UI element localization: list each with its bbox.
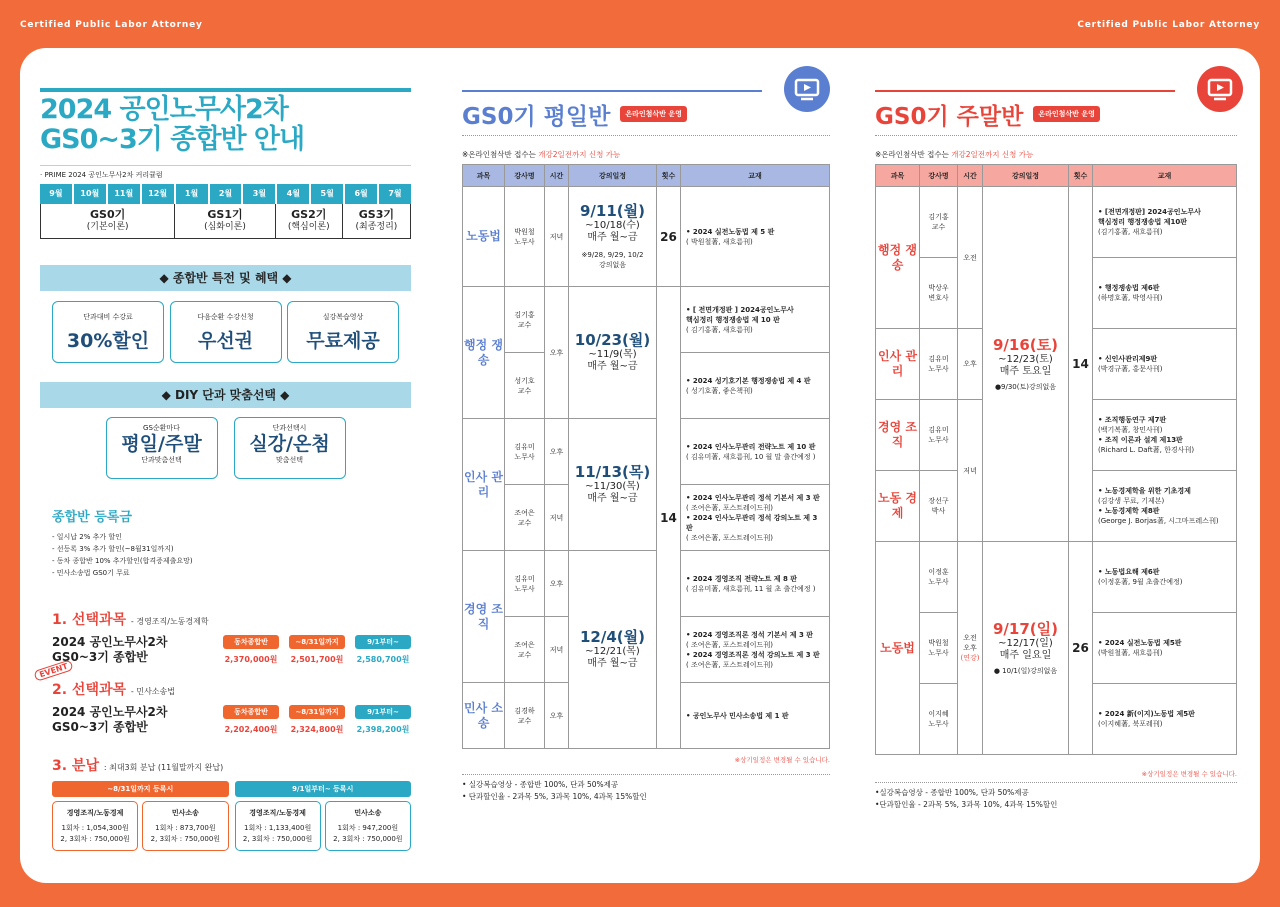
- phase-cell: GS1기 (심화이론): [175, 204, 275, 238]
- book-cell: • 노동법요해 제6판 (이정훈著, 9월 초출간예정): [1093, 542, 1237, 613]
- book-cell: • 행정쟁송법 제6판 (하명호著, 박영사刊): [1093, 258, 1237, 329]
- table-header: 교재: [681, 165, 830, 187]
- phase-row: [40, 204, 411, 239]
- schedule-cell: 11/13(목) ~11/30(목) 매주 월~금: [569, 419, 657, 551]
- subject-cell: 노동법: [463, 187, 505, 287]
- time-cell: 저녁: [545, 485, 569, 551]
- instructor-cell: 이정훈 노무사: [920, 542, 958, 613]
- book-cell: • 조직행동연구 제7판 (백기복著, 창민사刊) • 조직 이론과 설계 제13판 (Richard L. Daft著, 한경사刊): [1093, 400, 1237, 471]
- brochure-page: [20, 48, 1260, 883]
- instructor-cell: 김기홍 교수: [920, 187, 958, 258]
- weekday-title: GS0기 평일반 온라인첨삭반 운영: [462, 96, 830, 132]
- subject-cell: 행정 쟁송: [463, 287, 505, 419]
- subject-cell: 인사 관리: [463, 419, 505, 551]
- table-header: 시간: [958, 165, 983, 187]
- instructor-cell: 조여은 교수: [505, 485, 545, 551]
- month-cell: 6월: [345, 184, 379, 204]
- change-note: ※상기일정은 변경될 수 있습니다.: [734, 756, 830, 764]
- time-cell: 저녁: [958, 400, 983, 542]
- table-header: 횟수: [1069, 165, 1093, 187]
- instructor-cell: 김유미 노무사: [920, 400, 958, 471]
- online-note: ※온라인첨삭반 접수는 개강2일전까지 신청 가능: [875, 150, 1034, 159]
- time-cell: 오전: [958, 187, 983, 329]
- table-header: 강의일정: [983, 165, 1069, 187]
- schedule-cell: 9/17(일) ~12/17(일) 매주 일요일 ● 10/1(일)강의없음: [983, 542, 1069, 755]
- weekend-title: GS0기 주말반 온라인첨삭반 운영: [875, 96, 1237, 132]
- header-right: Certified Public Labor Attorney: [1077, 20, 1260, 30]
- table-header: 과목: [463, 165, 505, 187]
- benefit-boxes: [52, 301, 399, 363]
- schedule-cell: 10/23(월) ~11/9(목) 매주 월~금: [569, 287, 657, 419]
- month-cell: 9월: [40, 184, 74, 204]
- book-cell: • 공인노무사 민사소송법 제 1 판: [681, 683, 830, 749]
- book-cell: • 노동경제학을 위한 기초경제 (김강생 무료, 기제본) • 노동경제학 제8판 (George J. Borjas著, 시그마프레스刊): [1093, 471, 1237, 542]
- monitor-icon: [784, 66, 830, 112]
- phase-cell: GS0기 (기본이론): [41, 204, 175, 238]
- schedule-cell: 9/11(월) ~10/18(수) 매주 월~금 ※9/28, 9/29, 10/2 강의없음: [569, 187, 657, 287]
- time-cell: 오후: [545, 683, 569, 749]
- subject-cell: 인사 관리: [876, 329, 920, 400]
- instructor-cell: 김유미 노무사: [505, 419, 545, 485]
- benefit-box: 실강복습영상 무료제공: [287, 301, 399, 363]
- instructor-cell: 김경하 교수: [505, 683, 545, 749]
- month-cell: 12월: [142, 184, 176, 204]
- book-cell: • 2024 성기호기본 행정쟁송법 제 4 판 ( 성기호著, 좋은책刊): [681, 353, 830, 419]
- month-cell: 5월: [311, 184, 345, 204]
- diy-box: 단과선택시 실강/온첨 맞춤선택: [234, 417, 346, 479]
- benefits-title: ◆ 종합반 특전 및 혜택 ◆: [40, 265, 411, 291]
- book-cell: • 신인사관리제9판 (박경규著, 홍문사刊): [1093, 329, 1237, 400]
- subject-cell: 경영 조직: [876, 400, 920, 471]
- weekend-column: [875, 48, 1237, 883]
- month-cell: 3월: [243, 184, 277, 204]
- book-cell: • 2024 인사노무관리 전략노트 제 10 판 ( 김유미著, 새흐름刊, 10 월 말 출간예정 ): [681, 419, 830, 485]
- change-note: ※상기일정은 변경될 수 있습니다.: [1141, 770, 1237, 778]
- time-cell: 오후: [545, 419, 569, 485]
- phase-cell: GS2기 (핵심이론): [276, 204, 343, 238]
- instructor-cell: 박상우 변호사: [920, 258, 958, 329]
- book-cell: • 2024 경영조직 전략노트 제 8 판 ( 김유미著, 새흐름刊, 11 월 초 출간예정 ): [681, 551, 830, 617]
- time-cell: 오후: [545, 287, 569, 419]
- overview-column: [40, 48, 411, 883]
- online-badge: 온라인첨삭반 운영: [1033, 106, 1100, 122]
- month-cell: 10월: [74, 184, 108, 204]
- subject-cell: 노동법: [876, 542, 920, 755]
- selection-1: 1. 선택과목 - 경영조직/노동경제학 2024 공인노무사2차 GS0~3기 종합반 동차종합반 2,370,000원 ~8/31일까지 2,501,700원 9/1부터~ 2,580,700원: [52, 612, 410, 664]
- count-cell: 26: [1069, 542, 1093, 755]
- instructor-cell: 박원철 노무사: [505, 187, 545, 287]
- count-cell: 14: [657, 287, 681, 749]
- header-left: Certified Public Labor Attorney: [20, 20, 203, 30]
- count-cell: 14: [1069, 187, 1093, 542]
- phase-cell: GS3기 (최종정리): [355, 208, 398, 232]
- benefit-box: 다음순환 수강신청 우선권: [170, 301, 282, 363]
- book-cell: • 2024 실전노동법 제5판 (박원철著, 새흐름刊): [1093, 613, 1237, 684]
- diy-boxes: [40, 417, 411, 479]
- month-cell: 7월: [379, 184, 411, 204]
- table-header: 시간: [545, 165, 569, 187]
- instructor-cell: 박원철 노무사: [920, 613, 958, 684]
- instructor-cell: 김유미 노무사: [505, 551, 545, 617]
- schedule-cell: 12/4(월) ~12/21(목) 매주 월~금: [569, 551, 657, 749]
- page-title: 2024 공인노무사2차 GS0~3기 종합반 안내: [40, 94, 305, 155]
- table-header: 강사명: [920, 165, 958, 187]
- book-cell: • [ 전면개정판 ] 2024공인노무사 핵심정리 행정쟁송법 제 10 판 ( 김기홍著, 새흐름刊): [681, 287, 830, 353]
- monitor-icon: [1197, 66, 1243, 112]
- diy-title: ◆ DIY 단과 맞춤선택 ◆: [40, 382, 411, 408]
- time-cell: 오후: [958, 329, 983, 400]
- table-header: 횟수: [657, 165, 681, 187]
- event-badge: EVENT: [33, 659, 74, 682]
- online-note: ※온라인첨삭반 접수는 개강2일전까지 신청 가능: [462, 150, 621, 159]
- subject-cell: 경영 조직: [463, 551, 505, 683]
- time-cell: 저녁: [545, 617, 569, 683]
- month-cell: 1월: [176, 184, 210, 204]
- schedule-cell: 9/16(토) ~12/23(토) 매주 토요일 ●9/30(토)강의없음: [983, 187, 1069, 542]
- month-row: [40, 184, 411, 204]
- instructor-cell: 장선구 박사: [920, 471, 958, 542]
- time-cell: 오후: [545, 551, 569, 617]
- installment: 3. 분납 : 최대3회 분납 (11월말까지 완납) ~8/31일까지 등록시 경영조직/노동경제 1회차 : 1,054,300원 2, 3회차 : 750,000원 민사소송 1회차 : 873,700원 2, 3회차 : 750,000원 9/1일부터~ 등록시 경영조직/노동경제 1회차 : 1,133,400원 2, 3회차 : 750,000원 민사소송 1회차 : 947,200원 2, 3회차 : 750,000원: [52, 755, 411, 851]
- installment-group: ~8/31일까지 등록시 경영조직/노동경제 1회차 : 1,054,300원 2, 3회차 : 750,000원 민사소송 1회차 : 873,700원 2, 3회차 : 750,000원: [52, 781, 229, 851]
- subject-cell: 행정 쟁송: [876, 187, 920, 329]
- month-cell: 11월: [108, 184, 142, 204]
- diy-box: GS순환마다 평일/주말 단과맞춤선택: [106, 417, 218, 479]
- table-header: 과목: [876, 165, 920, 187]
- footer-notes: • 실강복습영상 - 종합반 100%, 단과 50%제공 • 단과할인율 - 2과목 5%, 3과목 10%, 4과목 15%할인: [462, 780, 647, 801]
- instructor-cell: 이지혜 노무사: [920, 684, 958, 755]
- benefit-box: 단과대비 수강료 30%할인: [52, 301, 164, 363]
- table-header: 교재: [1093, 165, 1237, 187]
- selection-2: EVENT 2. 선택과목 - 민사소송법 2024 공인노무사2차 GS0~3기 종합반 동차종합반 2,202,400원 ~8/31일까지 2,324,800원 9/1부터~ 2,398,200원: [52, 679, 411, 735]
- book-cell: • [전면개정판] 2024공인노무사 핵심정리 행정쟁송법 제10판 (김기홍著, 새흐름刊): [1093, 187, 1237, 258]
- instructor-cell: 조여은 교수: [505, 617, 545, 683]
- curriculum-note: · PRIME 2024 공인노무사2차 커리큘럼: [40, 165, 411, 180]
- instructor-cell: 김기홍 교수: [505, 287, 545, 353]
- subject-cell: 민사 소송: [463, 683, 505, 749]
- month-cell: 4월: [277, 184, 311, 204]
- book-cell: • 2024 인사노무관리 정석 기본서 제 3 판 ( 조여은著, 포스트레이드刊) • 2024 인사노무관리 정석 강의노트 제 3 판 ( 조여은著, 포스트레이드刊): [681, 485, 830, 551]
- weekday-column: [462, 48, 830, 883]
- subject-cell: 노동 경제: [876, 471, 920, 542]
- instructor-cell: 김유미 노무사: [920, 329, 958, 400]
- time-cell: 오전 오후 (연강): [958, 542, 983, 755]
- count-cell: 26: [657, 187, 681, 287]
- table-header: 강의일정: [569, 165, 657, 187]
- weekday-schedule-table: [462, 164, 830, 749]
- footer-notes: •실강복습영상 - 종합반 100%, 단과 50%제공 •단과할인율 - 2과목 5%, 3과목 10%, 4과목 15%할인: [875, 788, 1058, 809]
- book-cell: • 2024 경영조직론 정석 기본서 제 3 판 ( 조여은著, 포스트레이드刊) • 2024 경영조직론 정석 강의노트 제 3 판 ( 조여은著, 포스트레이드刊): [681, 617, 830, 683]
- registration-fee: 종합반 등록금 - 일시납 2% 추가 할인 - 선등록 3% 추가 할인(~8월31일까지) - 동차 종합반 10% 추가할인(합격증제출요망) - 민사소송법 GS0기 무료: [52, 510, 193, 577]
- month-cell: 2월: [210, 184, 244, 204]
- book-cell: • 2024 新(이지)노동법 제5판 (이지혜著, 북포레刊): [1093, 684, 1237, 755]
- table-header: 강사명: [505, 165, 545, 187]
- online-badge: 온라인첨삭반 운영: [620, 106, 687, 122]
- installment-group: 9/1일부터~ 등록시 경영조직/노동경제 1회차 : 1,133,400원 2, 3회차 : 750,000원 민사소송 1회차 : 947,200원 2, 3회차 : 750,000원: [235, 781, 412, 851]
- instructor-cell: 성기호 교수: [505, 353, 545, 419]
- weekend-schedule-table: [875, 164, 1237, 755]
- time-cell: 저녁: [545, 187, 569, 287]
- book-cell: • 2024 실전노동법 제 5 판 ( 박원철著, 새흐름刊): [681, 187, 830, 287]
